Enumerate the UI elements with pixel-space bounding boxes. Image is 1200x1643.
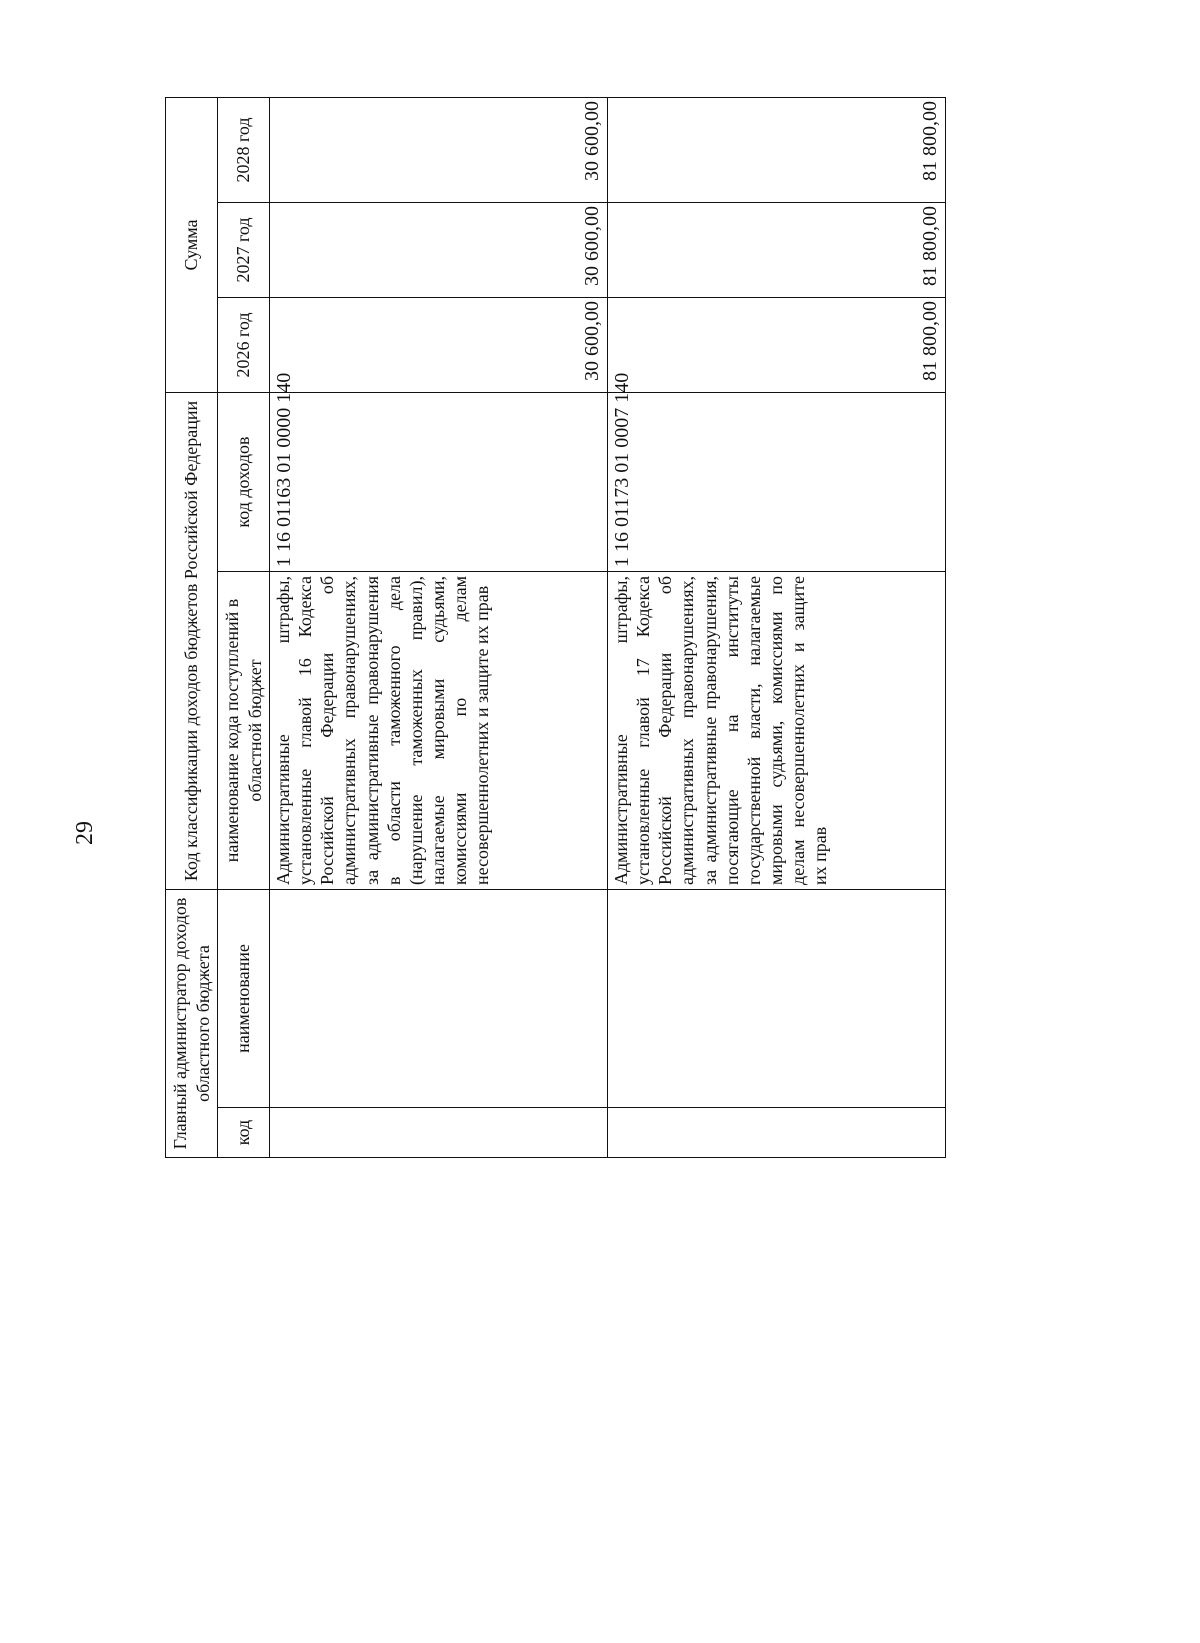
row-name: [608, 890, 946, 1108]
col-header-2028: 2028 год: [218, 97, 270, 202]
col-header-name: наименование: [218, 890, 270, 1108]
col-header-2027: 2027 год: [218, 203, 270, 298]
page-number: 29: [72, 821, 98, 845]
table-row: [270, 97, 608, 1157]
row-sum-2026: 30 600,00: [270, 298, 608, 393]
classification-group-header: Код классификации доходов бюджетов Российской Федерации: [166, 393, 218, 890]
row-code: [270, 1108, 608, 1158]
col-header-2026: 2026 год: [218, 298, 270, 393]
row-code: [608, 1108, 946, 1158]
row-sum-2028: 30 600,00: [270, 97, 608, 202]
row-revenue-name: Административные штрафы, установленные главой 17 Кодекса Российской Федерации об административных правонарушениях, за административные правонарушения, посягающие на институты государственной власти, налагаемые мировыми судьями, комиссиями по делам несовершеннолетних и защите их прав: [608, 572, 946, 890]
revenue-table: [165, 97, 946, 1158]
admin-group-header: Главный администратор доходов областного бюджета: [166, 890, 218, 1158]
row-name: [270, 890, 608, 1108]
col-header-revenue-name: наименование кода поступлений в областной бюджет: [218, 572, 270, 890]
col-header-code: код: [218, 1108, 270, 1158]
row-revenue-code: 1 16 01173 01 0007 140: [608, 393, 946, 572]
row-sum-2026: 81 800,00: [608, 298, 946, 393]
sum-group-header: Сумма: [166, 97, 218, 392]
row-sum-2028: 81 800,00: [608, 97, 946, 202]
rotated-table-container: [165, 98, 945, 1158]
row-revenue-code: 1 16 01163 01 0000 140: [270, 393, 608, 572]
row-sum-2027: 30 600,00: [270, 203, 608, 298]
col-header-revenue-code: код доходов: [218, 393, 270, 572]
row-revenue-name: Административные штрафы, установленные главой 16 Кодекса Российской Федерации об административных правонарушениях, за административные правонарушения в области таможенного дела (нарушение таможенных правил), налагаемые мировыми судьями, комиссиями по делам несовершеннолетних и защите их прав: [270, 572, 608, 890]
table-row: [608, 97, 946, 1157]
row-sum-2027: 81 800,00: [608, 203, 946, 298]
